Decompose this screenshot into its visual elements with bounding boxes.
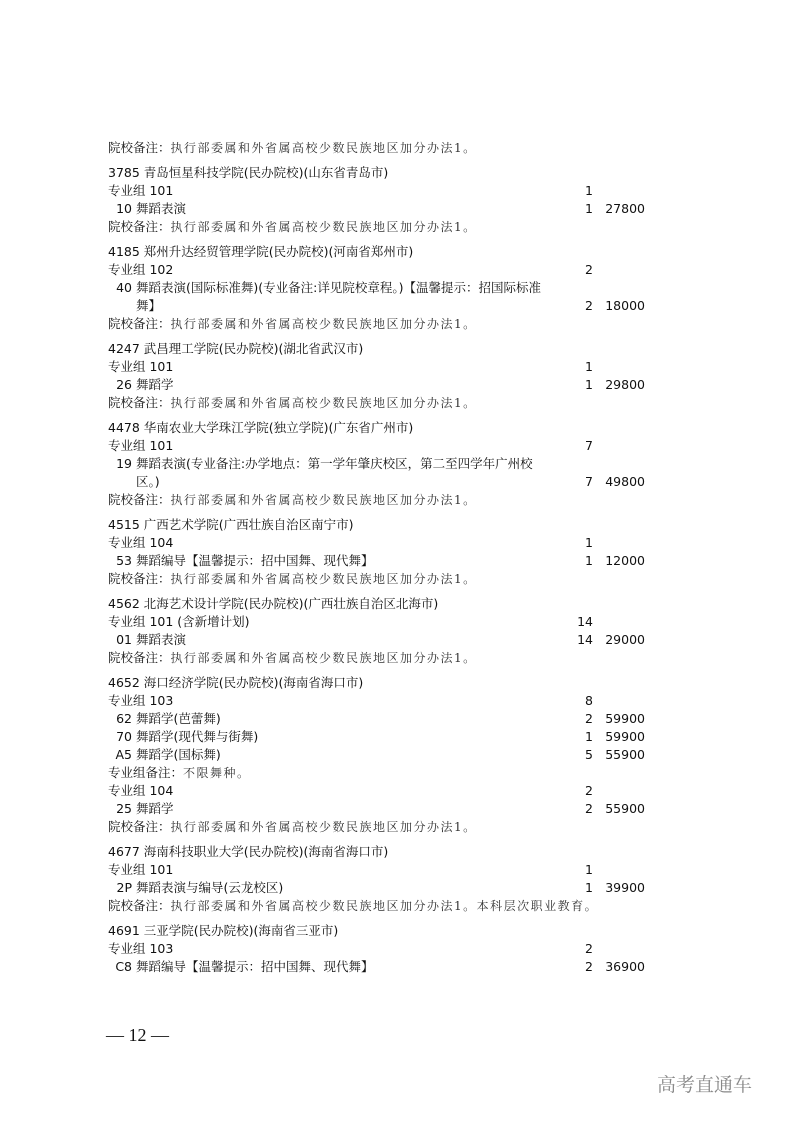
plan-count: 14	[577, 632, 593, 647]
plan-count: 1	[585, 201, 593, 216]
major-group-row	[108, 782, 668, 800]
note-label: 院校备注：	[108, 219, 171, 234]
major-group-row	[108, 861, 668, 879]
school-block	[108, 243, 668, 333]
tuition-fee: 12000	[605, 553, 645, 568]
note-text: 执行部委属和外省属高校少数民族地区加分办法1。	[170, 820, 477, 834]
note-text: 执行部委属和外省属高校少数民族地区加分办法1。	[170, 220, 477, 234]
school-header: 4515 广西艺术学院(广西壮族自治区南宁市)	[108, 517, 354, 532]
major-name: 舞蹈学	[136, 377, 174, 392]
page-number: — 12 —	[106, 1025, 169, 1045]
tuition-fee: 27800	[605, 201, 645, 216]
note-row	[108, 218, 668, 236]
note-label: 院校备注：	[108, 898, 171, 913]
tuition-fee: 29000	[605, 632, 645, 647]
plan-count: 7	[585, 474, 593, 489]
school-header: 4478 华南农业大学珠江学院(独立学院)(广东省广州市)	[108, 420, 414, 435]
plan-count: 5	[585, 747, 593, 762]
major-code: 70	[116, 729, 132, 744]
note-text: 执行部委属和外省属高校少数民族地区加分办法1。	[170, 651, 477, 665]
plan-count: 2	[585, 298, 593, 313]
plan-count: 1	[585, 553, 593, 568]
major-code: 19	[116, 456, 132, 471]
tuition-fee: 59900	[605, 711, 645, 726]
group-name: 专业组 104	[108, 535, 174, 550]
major-group-row	[108, 261, 668, 279]
group-name: 专业组 101	[108, 862, 174, 877]
major-group-row	[108, 358, 668, 376]
tuition-fee: 18000	[605, 298, 645, 313]
major-code: 10	[116, 201, 132, 216]
group-name: 专业组 102	[108, 262, 174, 277]
note-label: 院校备注：	[108, 316, 171, 331]
major-row	[108, 746, 668, 764]
note-text: 执行部委属和外省属高校少数民族地区加分办法1。	[170, 317, 477, 331]
plan-count: 1	[585, 862, 593, 877]
note-row	[108, 649, 668, 667]
admission-plan-list	[108, 139, 668, 983]
group-name: 专业组 103	[108, 693, 174, 708]
group-name: 专业组 101	[108, 438, 174, 453]
major-code: 2P	[116, 880, 132, 895]
note-label: 院校备注：	[108, 492, 171, 507]
school-block	[108, 674, 668, 836]
school-block	[108, 516, 668, 588]
major-group-row	[108, 613, 668, 631]
note-label: 专业组备注：	[108, 765, 184, 780]
major-group-row	[108, 534, 668, 552]
note-text: 不限舞种。	[183, 766, 251, 780]
note-text: 执行部委属和外省属高校少数民族地区加分办法1。	[170, 572, 477, 586]
major-code: 25	[116, 801, 132, 816]
plan-count: 2	[585, 711, 593, 726]
major-row	[108, 376, 668, 394]
major-name: 舞蹈表演	[136, 632, 187, 647]
plan-count: 14	[577, 614, 593, 629]
tuition-fee: 29800	[605, 377, 645, 392]
school-block	[108, 843, 668, 915]
note-text: 执行部委属和外省属高校少数民族地区加分办法1。本科层次职业教育。	[170, 899, 599, 913]
major-code: 01	[116, 632, 132, 647]
school-header: 4562 北海艺术设计学院(民办院校)(广西壮族自治区北海市)	[108, 596, 439, 611]
school-block	[108, 340, 668, 412]
major-name: 舞蹈表演与编导(云龙校区)	[136, 880, 284, 895]
note-label: 院校备注：	[108, 395, 171, 410]
top-school-note	[108, 139, 668, 157]
major-name: 舞蹈学(国标舞)	[136, 747, 221, 762]
major-row	[108, 631, 668, 649]
major-code: 26	[116, 377, 132, 392]
major-group-row	[108, 692, 668, 710]
tuition-fee: 55900	[605, 801, 645, 816]
major-row	[108, 728, 668, 746]
note-row	[108, 394, 668, 412]
major-name: 舞蹈学(芭蕾舞)	[136, 711, 221, 726]
major-name: 舞蹈编导【温馨提示：招中国舞、现代舞】	[136, 553, 374, 568]
note-row	[108, 315, 668, 333]
group-name: 专业组 101	[108, 183, 174, 198]
note-label: 院校备注：	[108, 140, 171, 155]
group-name: 专业组 104	[108, 783, 174, 798]
major-group-row	[108, 940, 668, 958]
major-row	[108, 710, 668, 728]
tuition-fee: 49800	[605, 474, 645, 489]
plan-count: 8	[585, 693, 593, 708]
plan-count: 2	[585, 801, 593, 816]
plan-count: 1	[585, 359, 593, 374]
major-row	[108, 879, 668, 897]
note-text: 执行部委属和外省属高校少数民族地区加分办法1。	[170, 493, 477, 507]
note-row	[108, 491, 668, 509]
major-code: 40	[116, 280, 132, 295]
major-row	[108, 800, 668, 818]
tuition-fee: 39900	[605, 880, 645, 895]
major-name: 舞蹈学(现代舞与街舞)	[136, 729, 259, 744]
major-row	[108, 552, 668, 570]
major-row	[108, 958, 668, 976]
plan-count: 1	[585, 729, 593, 744]
plan-count: 2	[585, 959, 593, 974]
note-label: 院校备注：	[108, 819, 171, 834]
major-name: 舞蹈学	[136, 801, 174, 816]
major-name: 舞蹈表演(国际标准舞)(专业备注:详见院校章程。)【温馨提示：招国际标准舞】	[136, 280, 541, 313]
group-name: 专业组 101	[108, 359, 174, 374]
school-block	[108, 164, 668, 236]
major-name: 舞蹈表演	[136, 201, 187, 216]
watermark: 高考直通车	[657, 1074, 753, 1096]
plan-count: 2	[585, 783, 593, 798]
group-name: 专业组 103	[108, 941, 174, 956]
major-code: 62	[116, 711, 132, 726]
school-header: 4677 海南科技职业大学(民办院校)(海南省海口市)	[108, 844, 389, 859]
school-block	[108, 922, 668, 976]
major-name: 舞蹈表演(专业备注:办学地点：第一学年肇庆校区，第二至四学年广州校区。)	[136, 456, 533, 489]
school-header: 4691 三亚学院(民办院校)(海南省三亚市)	[108, 923, 339, 938]
major-group-row	[108, 182, 668, 200]
note-row	[108, 570, 668, 588]
plan-count: 1	[585, 183, 593, 198]
note-row	[108, 818, 668, 836]
tuition-fee: 36900	[605, 959, 645, 974]
school-header: 4247 武昌理工学院(民办院校)(湖北省武汉市)	[108, 341, 364, 356]
plan-count: 1	[585, 535, 593, 550]
note-label: 院校备注：	[108, 650, 171, 665]
major-group-row	[108, 437, 668, 455]
tuition-fee: 59900	[605, 729, 645, 744]
major-code: A5	[115, 747, 132, 762]
major-code: C8	[115, 959, 132, 974]
group-name: 专业组 101 (含新增计划)	[108, 614, 250, 629]
school-block	[108, 595, 668, 667]
major-row	[108, 200, 668, 218]
tuition-fee: 55900	[605, 747, 645, 762]
school-header: 4185 郑州升达经贸管理学院(民办院校)(河南省郑州市)	[108, 244, 414, 259]
school-header: 4652 海口经济学院(民办院校)(海南省海口市)	[108, 675, 364, 690]
major-code: 53	[116, 553, 132, 568]
note-row	[108, 764, 668, 782]
plan-count: 2	[585, 262, 593, 277]
plan-count: 2	[585, 941, 593, 956]
note-text: 执行部委属和外省属高校少数民族地区加分办法1。	[170, 396, 477, 410]
school-header: 3785 青岛恒星科技学院(民办院校)(山东省青岛市)	[108, 165, 389, 180]
major-row	[108, 279, 668, 315]
plan-count: 1	[585, 377, 593, 392]
school-note	[108, 139, 668, 157]
note-text: 执行部委属和外省属高校少数民族地区加分办法1。	[170, 141, 477, 155]
school-block	[108, 419, 668, 509]
plan-count: 7	[585, 438, 593, 453]
major-row	[108, 455, 668, 491]
major-name: 舞蹈编导【温馨提示：招中国舞、现代舞】	[136, 959, 374, 974]
plan-count: 1	[585, 880, 593, 895]
note-row	[108, 897, 668, 915]
note-label: 院校备注：	[108, 571, 171, 586]
